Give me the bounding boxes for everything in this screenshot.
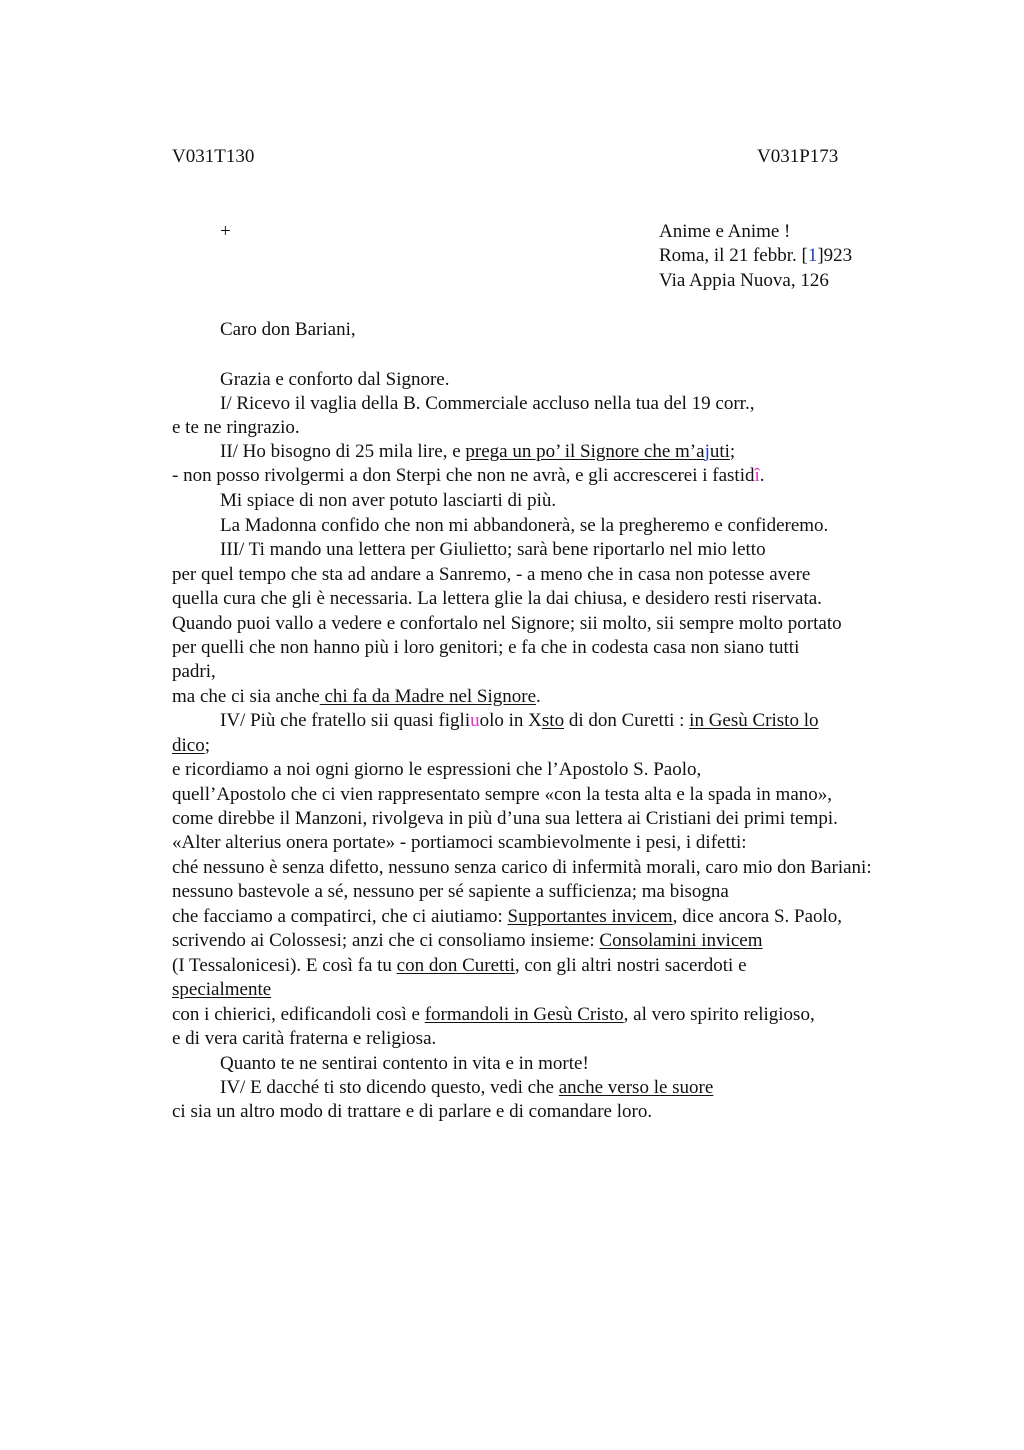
- text-line: [172, 978, 271, 1002]
- underlined-phrase: specialmente: [172, 979, 272, 1000]
- text-line: quella cura che gli è necessaria. La lettera glie la dai chiusa, e desidero resti riservata.: [172, 588, 822, 609]
- text-line: Grazia e conforto dal Signore.: [220, 369, 450, 390]
- underlined-phrase: Consolamini invicem: [599, 930, 763, 951]
- cross-mark: +: [220, 221, 231, 242]
- text-line: scrivendo ai Colossesi; anzi che ci consoliamo insieme: Consolamini invicem: [172, 930, 763, 951]
- underlined-phrase: in Gesù Cristo lo: [689, 710, 819, 731]
- text-line: dico;: [172, 735, 210, 756]
- underlined-phrase: dico: [172, 735, 205, 756]
- text-line: e te ne ringrazio.: [172, 417, 300, 438]
- salutation: Caro don Bariani,: [220, 319, 356, 340]
- text-line: - non posso rivolgermi a don Sterpi che non ne avrà, e gli accrescerei i fastidî.: [172, 465, 765, 486]
- text-line: I/ Ricevo il vaglia della B. Commerciale accluso nella tua del 19 corr.,: [220, 393, 755, 414]
- underlined-phrase: con don Curetti: [396, 955, 515, 976]
- text-line: padri,: [172, 661, 216, 682]
- underlined-phrase: anche verso le suore: [558, 1077, 714, 1098]
- text-line: «Alter alterius onera portate» - portiamoci scambievolmente i pesi, i difetti:: [172, 832, 747, 853]
- text-line: e ricordiamo a noi ogni giorno le espressioni che l’Apostolo S. Paolo,: [172, 759, 702, 780]
- text-line: Quando puoi vallo a vedere e confortalo nel Signore; sii molto, sii sempre molto portato: [172, 613, 842, 634]
- underlined-phrase: prega un po’ il Signore che m’ajuti: [465, 441, 730, 462]
- text-line: nessuno bastevole a sé, nessuno per sé sapiente a sufficienza; ma bisogna: [172, 881, 729, 902]
- text-line: ché nessuno è senza difetto, nessuno senza carico di infermità morali, caro mio don Bariani:: [172, 857, 872, 878]
- text-line: IV/ Più che fratello sii quasi figliuolo in Xsto di don Curetti : in Gesù Cristo lo: [220, 710, 819, 731]
- doc-code-left: V031T130: [172, 146, 255, 167]
- text-line: II/ Ho bisogno di 25 mila lire, e prega un po’ il Signore che m’ajuti;: [220, 441, 736, 462]
- text-line: che facciamo a compatirci, che ci aiutiamo: Supportantes invicem, dice ancora S. Paolo,: [172, 906, 843, 927]
- letter-address: Via Appia Nuova, 126: [659, 270, 829, 291]
- text-line: La Madonna confido che non mi abbandonerà, se la pregheremo e confideremo.: [220, 515, 829, 536]
- text-line: III/ Ti mando una lettera per Giulietto; sarà bene riportarlo nel mio letto: [220, 539, 766, 560]
- text-line: per quel tempo che sta ad andare a Sanremo, - a meno che in casa non potesse avere: [172, 564, 811, 585]
- text-line: (I Tessalonicesi). E così fa tu con don Curetti, con gli altri nostri sacerdoti e: [172, 955, 747, 976]
- text-line: Mi spiace di non aver potuto lasciarti di più.: [220, 490, 557, 511]
- underlined-phrase: Supportantes invicem: [507, 906, 673, 927]
- underlined-phrase: chi fa da Madre nel Signore: [319, 686, 537, 707]
- text-line: ci sia un altro modo di trattare e di parlare e di comandare loro.: [172, 1101, 653, 1122]
- text-line: come direbbe il Manzoni, rivolgeva in più d’una sua lettera ai Cristiani dei primi tempi.: [172, 808, 838, 829]
- doc-code-right: V031P173: [757, 146, 839, 167]
- text-line: quell’Apostolo che ci vien rappresentato sempre «con la testa alta e la spada in mano»,: [172, 784, 833, 805]
- letter-date: Roma, il 21 febbr. [1]923: [659, 245, 853, 266]
- text-line: con i chierici, edificandoli così e formandoli in Gesù Cristo, al vero spirito religioso,: [172, 1004, 815, 1025]
- text-line: e di vera carità fraterna e religiosa.: [172, 1028, 437, 1049]
- text-line: IV/ E dacché ti sto dicendo questo, vedi che anche verso le suore: [220, 1077, 714, 1098]
- underlined-phrase: formandoli in Gesù Cristo: [424, 1004, 624, 1025]
- underlined-phrase: sto: [541, 710, 565, 731]
- motto: Anime e Anime !: [659, 221, 791, 242]
- text-line: ma che ci sia anche chi fa da Madre nel Signore.: [172, 686, 541, 707]
- text-line: Quanto te ne sentirai contento in vita e in morte!: [220, 1053, 589, 1074]
- text-line: per quelli che non hanno più i loro genitori; e fa che in codesta casa non siano tutti: [172, 637, 800, 658]
